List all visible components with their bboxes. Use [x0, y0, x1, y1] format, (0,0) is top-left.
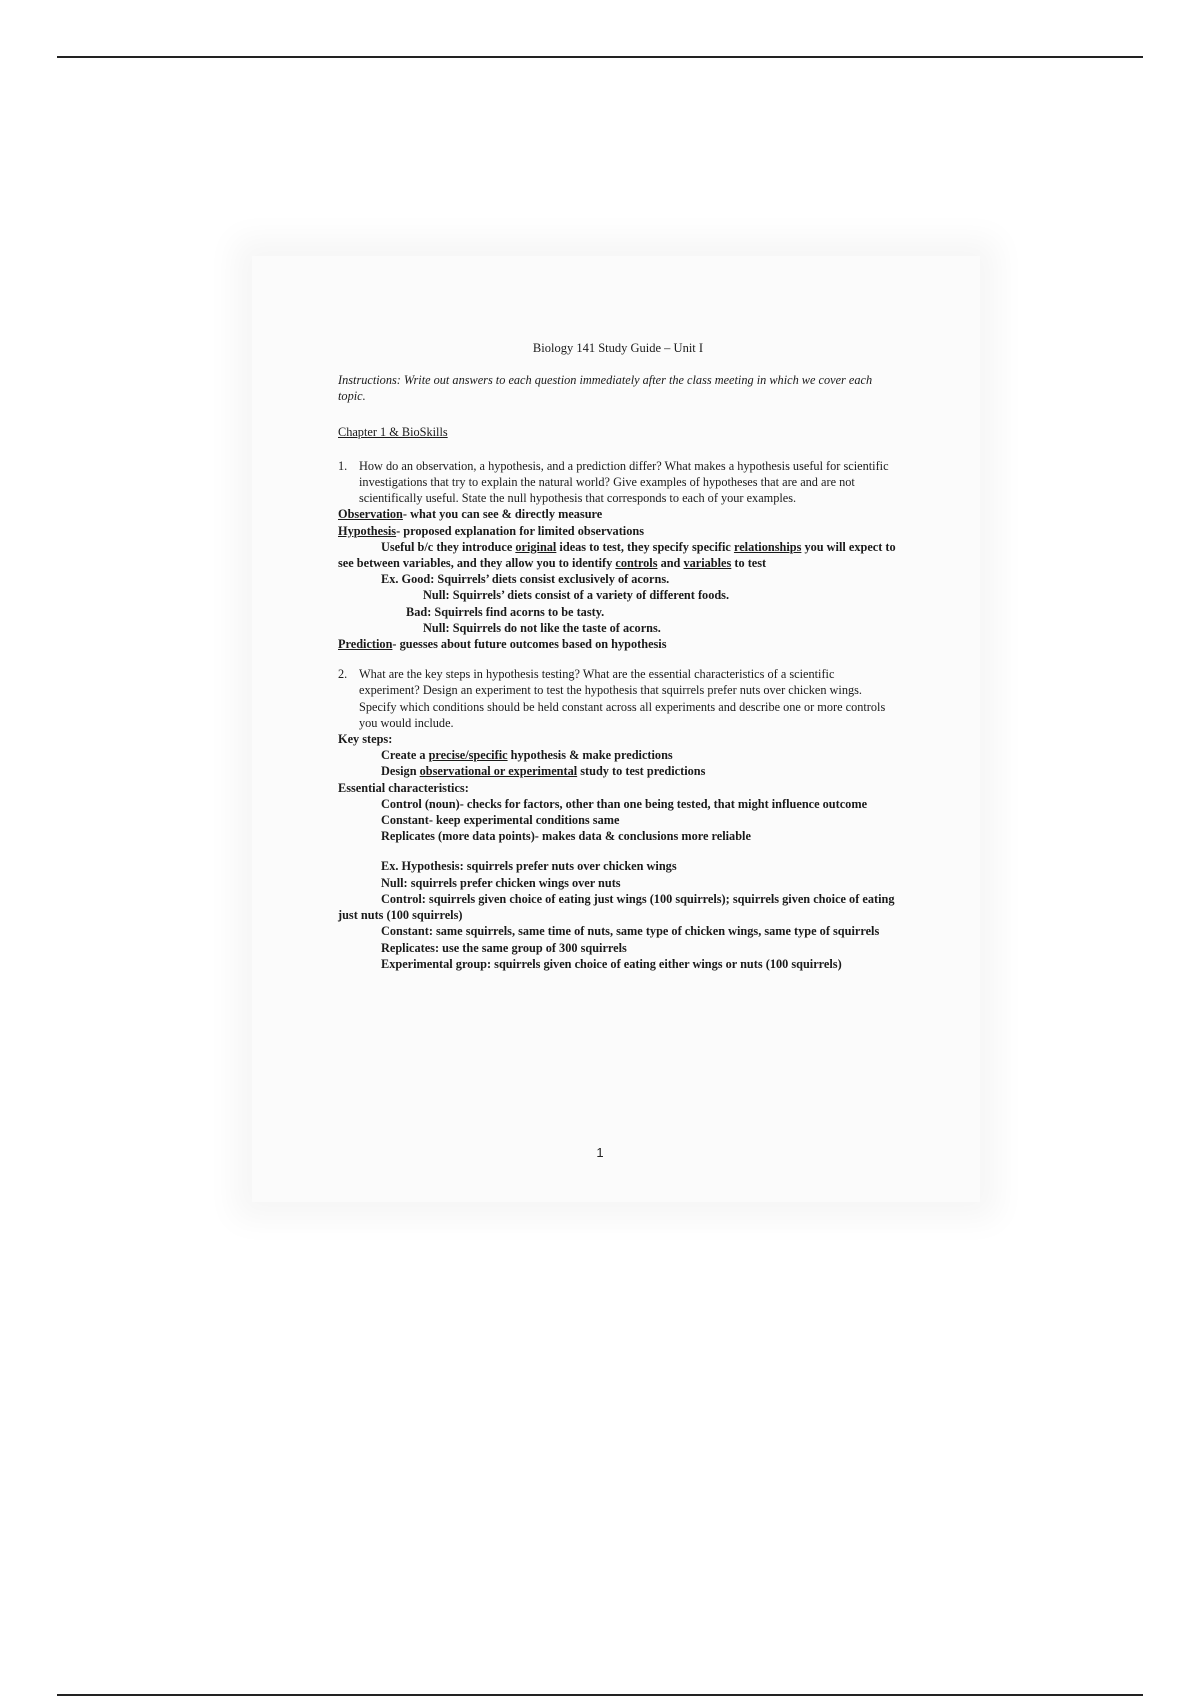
key-steps-label: Key steps: [338, 732, 393, 747]
text: you will expect to see between variables, and they allow you to identify [338, 539, 896, 571]
key-step-1 [338, 747, 898, 763]
question-1 [338, 458, 898, 507]
text: study to test predictions [577, 764, 706, 779]
top-rule [57, 56, 1143, 58]
document-content [338, 340, 898, 972]
keyword: precise/specific [428, 748, 508, 763]
definition: - proposed explanation for limited observations [396, 523, 644, 538]
essential-replicates: Replicates (more data points)- makes data & conclusions more reliable [381, 829, 751, 844]
definition: - what you can see & directly measure [402, 507, 603, 522]
keyword: relationships [733, 539, 802, 554]
bottom-rule [57, 1694, 1143, 1696]
instructions: Instructions: Write out answers to each question immediately after the class meeting in which we cover each topic. [338, 373, 873, 404]
question-number: 1. [338, 458, 348, 473]
experiment-null: Null: squirrels prefer chicken wings over nuts [381, 875, 621, 890]
keyword: controls [615, 556, 658, 571]
essential-constant: Constant- keep experimental conditions same [381, 813, 620, 828]
experiment-hypothesis: Ex. Hypothesis: squirrels prefer nuts over chicken wings [381, 859, 677, 874]
experiment-group: Experimental group: squirrels given choice of eating either wings or nuts (100 squirrels) [381, 956, 842, 971]
text: hypothesis & make predictions [507, 748, 673, 763]
text: and [657, 556, 684, 571]
experiment-replicates: Replicates: use the same group of 300 squirrels [381, 940, 627, 955]
document-title: Biology 141 Study Guide – Unit I [532, 341, 704, 355]
example-bad-null: Null: Squirrels do not like the taste of acorns. [423, 620, 661, 635]
text: to test [731, 556, 767, 571]
text: Design [381, 764, 420, 779]
observation-definition [338, 506, 898, 522]
example-good: Ex. Good: Squirrels’ diets consist exclusively of acorns. [381, 572, 670, 587]
essentials-label: Essential characteristics: [338, 780, 469, 795]
chapter-heading: Chapter 1 & BioSkills [338, 424, 448, 439]
definition: - guesses about future outcomes based on hypothesis [392, 637, 667, 652]
useful-hypothesis-note [338, 539, 898, 571]
text: Create a [381, 748, 429, 763]
question-text: How do an observation, a hypothesis, and a prediction differ? What makes a hypothesis useful for scientific investigations that try to explain the natural world? Give examples of hypotheses that are and are not scientifically useful. State the null hypothesis that corresponds to each of your examples. [359, 458, 889, 506]
keyword: variables [683, 556, 732, 571]
key-step-2 [338, 763, 898, 779]
experiment-constant: Constant: same squirrels, same time of nuts, same type of chicken wings, same type of squirrels [381, 924, 880, 939]
example-bad: Bad: Squirrels find acorns to be tasty. [406, 604, 605, 619]
text: ideas to test, they specify specific [556, 539, 734, 554]
experiment-control: Control: squirrels given choice of eating just wings (100 squirrels); squirrels given choice of eating just nuts (100 squirrels) [338, 891, 895, 923]
hypothesis-definition [338, 523, 898, 539]
page-number: 1 [596, 1145, 604, 1160]
question-text: What are the key steps in hypothesis testing? What are the essential characteristics of a scientific experiment? Design an experiment to test the hypothesis that squirrels prefer nuts over chicken wings. Specify which conditions should be held constant across all experiments and describe one or more controls you would include. [359, 667, 886, 730]
essential-control: Control (noun)- checks for factors, other than one being tested, that might influence outcome [381, 796, 868, 811]
keyword: original [515, 539, 557, 554]
term: Observation [338, 507, 403, 522]
term: Prediction [338, 637, 393, 652]
prediction-definition [338, 636, 898, 652]
question-number: 2. [338, 667, 348, 682]
example-good-null: Null: Squirrels’ diets consist of a variety of different foods. [423, 588, 730, 603]
term: Hypothesis [338, 523, 397, 538]
text: Useful b/c they introduce [381, 539, 516, 554]
question-2 [338, 666, 898, 731]
keyword: observational or experimental [419, 764, 578, 779]
